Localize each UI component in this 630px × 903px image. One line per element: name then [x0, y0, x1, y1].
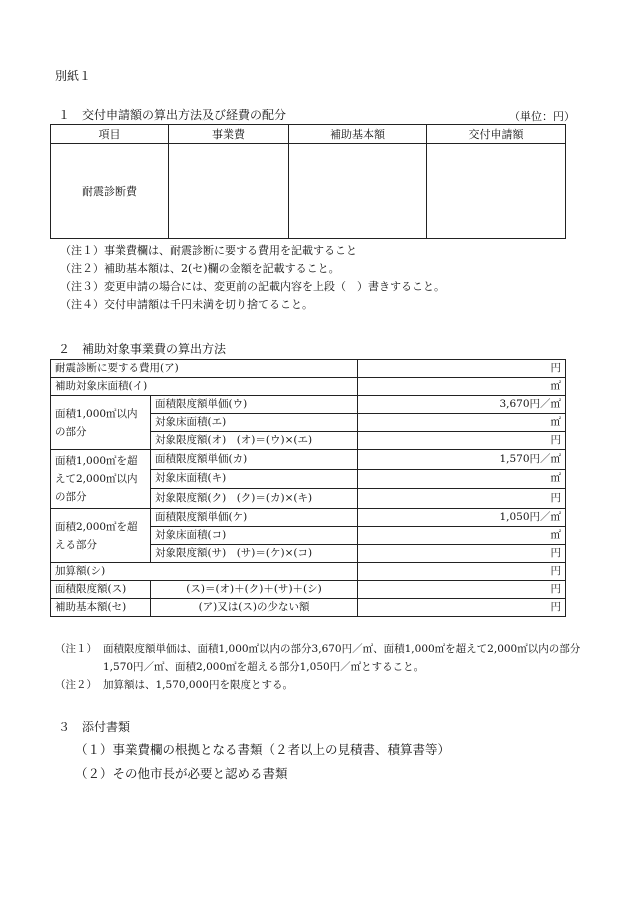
note-1: （注１）事業費欄は、耐震診断に要する費用を記載すること [60, 244, 357, 257]
table-row [51, 378, 566, 396]
allocation-row [51, 144, 566, 239]
g1-limit-value[interactable]: 円 [358, 432, 566, 450]
project-cost-cell[interactable] [169, 144, 289, 239]
document-label: 別紙１ [55, 69, 92, 83]
section3-title: ３ 添付書類 [58, 720, 131, 734]
g2-price-value: 1,570円／㎡ [358, 450, 566, 470]
g3-limit-label: 対象限度額(サ) (サ)＝(ケ)×(コ) [151, 545, 358, 563]
g1-limit-label: 対象限度額(オ) (オ)＝(ウ)×(エ) [151, 432, 358, 450]
attachment-item-1: （１）事業費欄の根拠となる書類（２者以上の見積書、積算書等） [75, 742, 451, 757]
area-limit-label: 面積限度額(ス) [51, 581, 151, 599]
unit-label: （単位：円） [509, 110, 575, 123]
table-row [51, 396, 566, 414]
g3-price-label: 面積限度額単価(ケ) [151, 509, 358, 527]
cost-value[interactable]: 円 [358, 360, 566, 378]
addition-label: 加算額(シ) [51, 563, 358, 581]
section2-title: ２ 補助対象事業費の算出方法 [58, 342, 227, 356]
table-row [51, 509, 566, 527]
note-text: 面積限度額単価は、面積1,000㎡以内の部分3,670円／㎡、面積1,000㎡を超えて2,000㎡以内の部分1,570円／㎡、面積2,000㎡を超える部分1,050円／㎡とすること。 [103, 643, 581, 673]
g3-area-label: 対象床面積(コ) [151, 527, 358, 545]
base-amount-formula: (ア)又は(ス)の少ない額 [151, 599, 358, 617]
area-limit-value[interactable]: 円 [358, 581, 566, 599]
header-base-amount: 補助基本額 [289, 125, 427, 144]
g2-area-value[interactable]: ㎡ [358, 469, 566, 489]
note-label: （注１） [55, 643, 97, 655]
g1-area-label: 対象床面積(エ) [151, 414, 358, 432]
header-application-amount: 交付申請額 [427, 125, 566, 144]
item-name: 耐震診断費 [51, 144, 169, 239]
note-4: （注４）交付申請額は千円未満を切り捨てること。 [60, 298, 313, 311]
section2-notes [55, 640, 585, 694]
note-label: （注２） [55, 679, 97, 691]
table-row [51, 360, 566, 378]
application-amount-cell[interactable] [427, 144, 566, 239]
g2-limit-label: 対象限度額(ク) (ク)＝(カ)×(キ) [151, 489, 358, 509]
g1-price-label: 面積限度額単価(ウ) [151, 396, 358, 414]
addition-value[interactable]: 円 [358, 563, 566, 581]
header-project-cost: 事業費 [169, 125, 289, 144]
allocation-table [50, 124, 566, 239]
base-amount-cell[interactable] [289, 144, 427, 239]
table-row [51, 563, 566, 581]
g1-price-value: 3,670円／㎡ [358, 396, 566, 414]
base-amount-value[interactable]: 円 [358, 599, 566, 617]
g3-area-value[interactable]: ㎡ [358, 527, 566, 545]
allocation-header-row [51, 125, 566, 144]
g2-area-label: 対象床面積(キ) [151, 469, 358, 489]
cost-label: 耐震診断に要する費用(ア) [51, 360, 358, 378]
g1-area-value[interactable]: ㎡ [358, 414, 566, 432]
area-limit-formula: (ス)＝(オ)＋(ク)＋(サ)＋(シ) [151, 581, 358, 599]
group2-label: 面積1,000㎡を超えて2,000㎡以内の部分 [51, 450, 151, 509]
header-item: 項目 [51, 125, 169, 144]
base-amount-label: 補助基本額(セ) [51, 599, 151, 617]
group1-label: 面積1,000㎡以内の部分 [51, 396, 151, 450]
note-text: 加算額は、1,570,000円を限度とする。 [103, 679, 293, 691]
section1-title: １ 交付申請額の算出方法及び経費の配分 [58, 108, 287, 122]
table-row [51, 581, 566, 599]
table-row [51, 450, 566, 470]
section2-note-1 [55, 640, 585, 676]
group3-label: 面積2,000㎡を超える部分 [51, 509, 151, 563]
g2-price-label: 面積限度額単価(カ) [151, 450, 358, 470]
note-2: （注２）補助基本額は、2(セ)欄の金額を記載すること。 [60, 262, 340, 275]
section1-notes [60, 242, 445, 314]
g3-limit-value[interactable]: 円 [358, 545, 566, 563]
attachment-item-2: （２）その他市長が必要と認める書類 [75, 766, 288, 781]
g2-limit-value[interactable]: 円 [358, 489, 566, 509]
g3-price-value: 1,050円／㎡ [358, 509, 566, 527]
note-3: （注３）変更申請の場合には、変更前の記載内容を上段（ ）書きすること。 [60, 280, 445, 293]
floor-area-value[interactable]: ㎡ [358, 378, 566, 396]
calculation-table [50, 359, 566, 617]
floor-area-label: 補助対象床面積(イ) [51, 378, 358, 396]
section2-note-2 [55, 676, 585, 694]
table-row [51, 599, 566, 617]
